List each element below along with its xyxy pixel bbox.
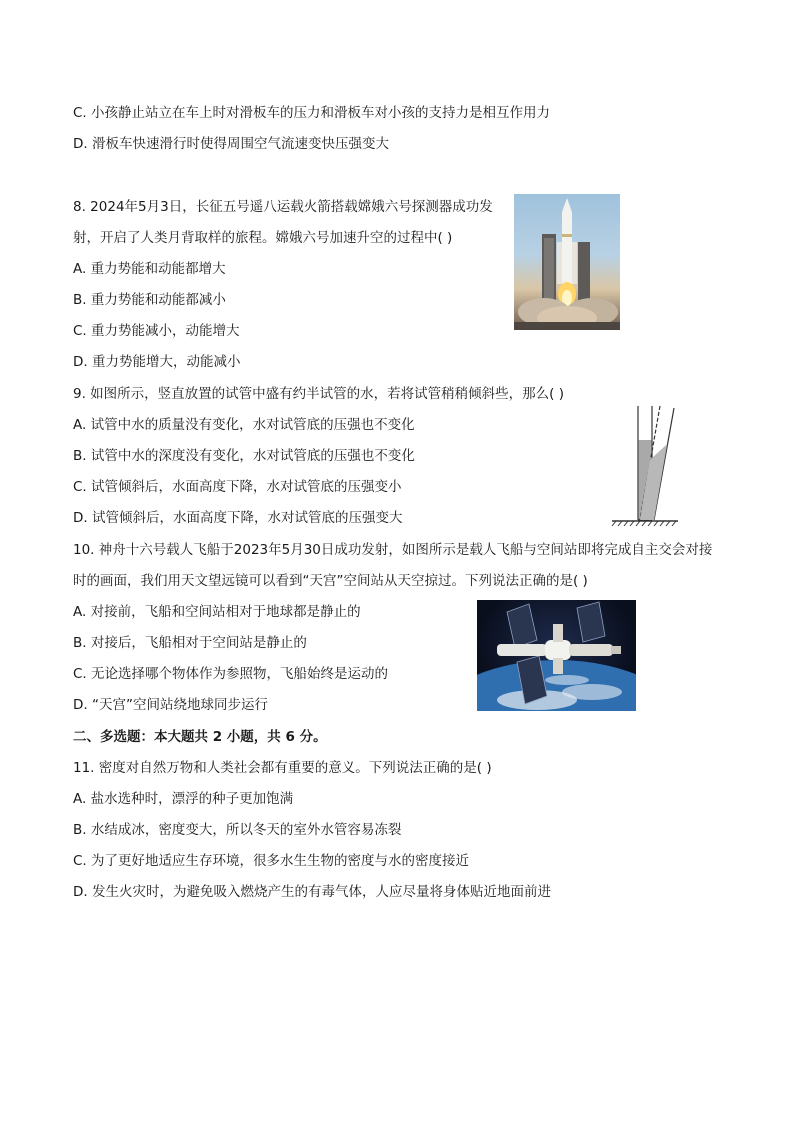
q10-option-d: D. “天宫”空间站绕地球同步运行 bbox=[73, 697, 268, 713]
q8-option-a: A. 重力势能和动能都增大 bbox=[73, 261, 226, 277]
q8-stem-line1: 8. 2024年5月3日，长征五号遥八运载火箭搭载嫦娥六号探测器成功发 bbox=[73, 199, 493, 215]
q7-option-c: C. 小孩静止站立在车上时对滑板车的压力和滑板车对小孩的支持力是相互作用力 bbox=[73, 105, 551, 121]
q8-option-c: C. 重力势能减小，动能增大 bbox=[73, 323, 240, 339]
section-heading: 二、多选题：本大题共 2 小题，共 6 分。 bbox=[73, 729, 327, 745]
q8-option-d: D. 重力势能增大，动能减小 bbox=[73, 354, 241, 370]
q7-option-d: D. 滑板车快速滑行时使得周围空气流速变快压强变大 bbox=[73, 136, 389, 152]
q11-option-a: A. 盐水选种时，漂浮的种子更加饱满 bbox=[73, 791, 294, 807]
q10-option-b: B. 对接后，飞船相对于空间站是静止的 bbox=[73, 635, 307, 651]
q8-option-b: B. 重力势能和动能都减小 bbox=[73, 292, 226, 308]
q11-option-c: C. 为了更好地适应生存环境，很多水生生物的密度与水的密度接近 bbox=[73, 853, 470, 869]
space-station-image bbox=[477, 600, 636, 711]
q9-option-b: B. 试管中水的深度没有变化，水对试管底的压强也不变化 bbox=[73, 448, 415, 464]
test-tube-diagram bbox=[610, 404, 680, 528]
q9-option-d: D. 试管倾斜后，水面高度下降，水对试管底的压强变大 bbox=[73, 510, 403, 526]
q9-option-a: A. 试管中水的质量没有变化，水对试管底的压强也不变化 bbox=[73, 417, 415, 433]
rocket-launch-image bbox=[514, 194, 620, 330]
q10-stem-line2: 时的画面，我们用天文望远镜可以看到“天宫”空间站从天空掠过。下列说法正确的是( ) bbox=[73, 573, 588, 589]
q11-option-b: B. 水结成冰，密度变大，所以冬天的室外水管容易冻裂 bbox=[73, 822, 402, 838]
q9-stem: 9. 如图所示，竖直放置的试管中盛有约半试管的水，若将试管稍稍倾斜些，那么( ) bbox=[73, 386, 564, 402]
q10-option-a: A. 对接前，飞船和空间站相对于地球都是静止的 bbox=[73, 604, 361, 620]
q10-stem-line1: 10. 神舟十六号载人飞船于2023年5月30日成功发射，如图所示是载人飞船与空间站即将完成自主交会对接 bbox=[73, 542, 713, 558]
q11-option-d: D. 发生火灾时，为避免吸入燃烧产生的有毒气体，人应尽量将身体贴近地面前进 bbox=[73, 884, 551, 900]
q11-stem: 11. 密度对自然万物和人类社会都有重要的意义。下列说法正确的是( ) bbox=[73, 760, 492, 776]
q10-option-c: C. 无论选择哪个物体作为参照物，飞船始终是运动的 bbox=[73, 666, 389, 682]
q9-option-c: C. 试管倾斜后，水面高度下降，水对试管底的压强变小 bbox=[73, 479, 402, 495]
q8-stem-line2: 射，开启了人类月背取样的旅程。嫦娥六号加速升空的过程中( ) bbox=[73, 230, 453, 246]
